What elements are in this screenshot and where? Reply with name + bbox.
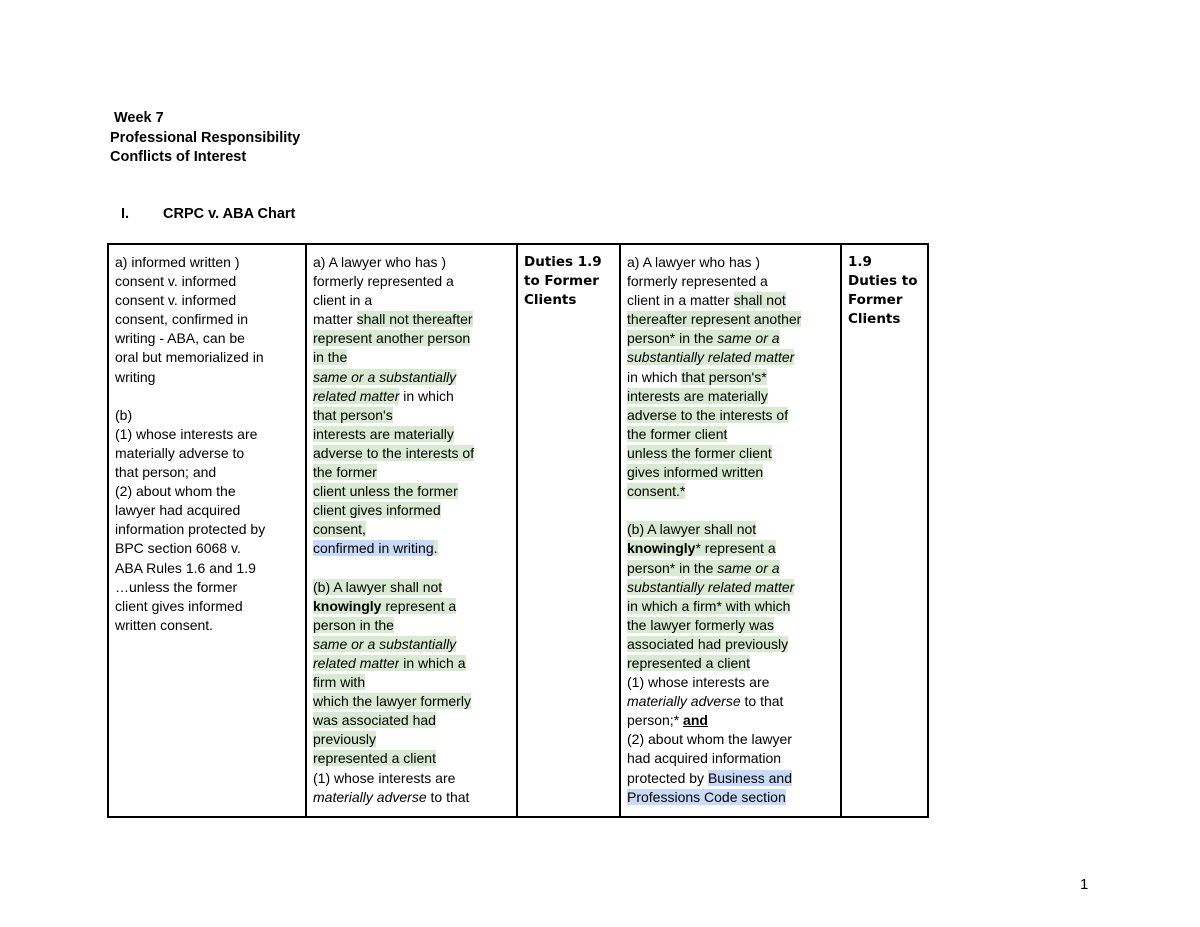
highlighted-text: same or a substantially: [313, 635, 457, 652]
text-line: [627, 406, 840, 425]
text-line: [313, 444, 516, 463]
text-line: [627, 329, 840, 348]
highlighted-text: the lawyer formerly was: [627, 616, 775, 633]
highlighted-text: in which a firm* with which: [627, 597, 791, 614]
text-segment: materially adverse: [313, 788, 427, 805]
section-title: CRPC v. ABA Chart: [163, 206, 296, 222]
text-line: (2) about whom the lawyer: [627, 731, 792, 748]
highlighted-text: was associated had: [313, 712, 436, 729]
text-line: [627, 711, 840, 730]
highlighted-text: firm with: [313, 674, 366, 691]
section-number: I.: [121, 206, 130, 222]
highlighted-text: Business and: [707, 769, 792, 786]
text-line: [313, 578, 516, 597]
text-line: [313, 329, 516, 348]
highlighted-text: same or a: [717, 330, 780, 347]
text-line: [627, 539, 840, 558]
highlighted-text: in which a: [399, 654, 466, 671]
highlighted-text: adverse to the interests of: [627, 406, 789, 423]
text-line: [313, 501, 516, 520]
week-label: Week 7: [114, 110, 164, 126]
text-line: information protected by: [115, 521, 266, 538]
text-line: [627, 692, 840, 711]
highlighted-text: person in the: [313, 616, 394, 633]
text-line: [313, 520, 516, 539]
comparison-table: [107, 243, 929, 818]
highlighted-text: unless the former client: [627, 444, 772, 461]
text-line: consent, confirmed in: [115, 311, 249, 328]
text-line: [115, 387, 305, 406]
table-cell-crpc-rule: [307, 245, 518, 816]
text-line: Duties 1.9: [524, 254, 602, 270]
highlighted-text: the former client: [627, 425, 728, 442]
highlighted-text: shall not: [733, 292, 786, 309]
text-line: writing - ABA, can be: [115, 330, 245, 347]
text-segment: to that: [740, 693, 784, 710]
highlighted-text: consent,: [313, 521, 366, 538]
highlighted-text: same or a: [717, 559, 780, 576]
text-line: [627, 463, 840, 482]
text-line: [313, 749, 516, 768]
text-segment: in which: [399, 387, 454, 404]
text-line: had acquired information: [627, 750, 782, 767]
text-line: (1) whose interests are: [115, 425, 258, 442]
highlighted-text: (b) A lawyer shall not: [313, 578, 443, 595]
text-line: Clients: [524, 292, 577, 309]
text-segment: protected by: [627, 769, 708, 786]
highlighted-text: confirmed in writing: [313, 540, 434, 557]
text-line: client in a: [313, 292, 373, 309]
highlighted-text: represent a: [381, 597, 457, 614]
table-cell-crpc-heading: [518, 245, 621, 816]
highlighted-text: thereafter represent another: [627, 311, 802, 328]
text-line: [313, 425, 516, 444]
text-line: [627, 616, 840, 635]
highlighted-text: gives informed written: [627, 464, 764, 481]
text-line: [627, 348, 840, 367]
text-line: [627, 520, 840, 539]
highlighted-text: represented a client: [627, 654, 750, 671]
text-line: [627, 444, 840, 463]
highlighted-text: person* in the: [627, 559, 718, 576]
text-line: client gives informed: [115, 597, 243, 614]
highlighted-text: * represent a: [695, 540, 776, 557]
course-title: Professional Responsibility: [110, 130, 301, 146]
highlighted-text: represented a client: [313, 750, 436, 767]
highlighted-text: represent another person: [313, 330, 471, 347]
text-line: ABA Rules 1.6 and 1.9: [115, 559, 256, 576]
text-line: [627, 597, 840, 616]
text-line: [627, 654, 840, 673]
highlighted-text: knowingly: [313, 597, 382, 614]
text-line: [313, 463, 516, 482]
text-line: [313, 730, 516, 749]
highlighted-text: that person's: [313, 406, 393, 423]
highlighted-text: associated had previously: [627, 635, 789, 652]
highlighted-text: same or a substantially: [313, 368, 457, 385]
highlighted-text: that person's*: [681, 368, 767, 385]
text-segment: matter: [313, 311, 357, 328]
text-segment: materially adverse: [627, 693, 741, 710]
text-line: (2) about whom the: [115, 483, 236, 500]
text-line: [627, 635, 840, 654]
text-line: [313, 673, 516, 692]
text-line: [627, 769, 840, 788]
text-line: that person; and: [115, 464, 217, 481]
text-segment: person;*: [627, 712, 684, 729]
highlighted-text: adverse to the interests of: [313, 444, 475, 461]
table-cell-aba-rule: [621, 245, 842, 816]
text-line: [313, 654, 516, 673]
text-line: [313, 616, 516, 635]
highlighted-text: which the lawyer formerly: [313, 693, 471, 710]
highlighted-text: .: [433, 540, 438, 557]
text-line: [313, 597, 516, 616]
highlighted-text: client unless the former: [313, 483, 458, 500]
text-line: [627, 291, 840, 310]
highlighted-text: in the: [313, 349, 348, 366]
highlighted-text: the former: [313, 464, 377, 481]
highlighted-text: knowingly: [627, 540, 696, 557]
highlighted-text: related matter: [313, 387, 400, 404]
text-line: a) informed written ): [115, 254, 240, 270]
text-line: [627, 310, 840, 329]
text-line: [627, 425, 840, 444]
text-segment: to that: [426, 788, 470, 805]
text-line: to Former: [524, 273, 599, 290]
text-line: formerly represented a: [313, 273, 454, 290]
text-line: a) A lawyer who has ): [627, 254, 761, 270]
text-line: writing: [115, 368, 156, 385]
text-line: …unless the former: [115, 578, 238, 595]
text-line: [313, 310, 516, 329]
text-line: BPC section 6068 v.: [115, 540, 241, 557]
topic-title: Conflicts of Interest: [110, 149, 247, 165]
text-line: [313, 788, 516, 807]
text-line: [313, 406, 516, 425]
text-line: oral but memorialized in: [115, 349, 264, 366]
text-line: [627, 788, 840, 807]
text-line: [313, 559, 516, 578]
text-segment: and: [683, 712, 708, 729]
text-line: [627, 559, 840, 578]
text-line: [627, 387, 840, 406]
table-cell-aba-heading: [842, 245, 929, 816]
highlighted-text: Professions Code section: [627, 788, 786, 805]
text-line: Clients: [848, 311, 901, 328]
text-line: [313, 539, 516, 558]
highlighted-text: related matter: [313, 654, 400, 671]
text-line: [313, 635, 516, 654]
text-line: [627, 501, 840, 520]
text-line: [627, 482, 840, 501]
text-line: [313, 368, 516, 387]
text-segment: in which: [627, 368, 682, 385]
page-number: 1: [1080, 876, 1089, 893]
text-line: consent v. informed: [115, 292, 237, 309]
text-line: (1) whose interests are: [313, 769, 456, 786]
highlighted-text: interests are materially: [627, 387, 768, 404]
table-cell-crpc-notes: [109, 245, 307, 816]
highlighted-text: previously: [313, 731, 377, 748]
text-line: [313, 482, 516, 501]
text-line: [313, 348, 516, 367]
highlighted-text: client gives informed: [313, 502, 441, 519]
text-line: lawyer had acquired: [115, 502, 241, 519]
text-line: a) A lawyer who has ): [313, 254, 447, 270]
text-line: [627, 578, 840, 597]
text-line: [313, 387, 516, 406]
text-line: consent v. informed: [115, 273, 237, 290]
highlighted-text: shall not thereafter: [356, 311, 473, 328]
highlighted-text: person* in the: [627, 330, 718, 347]
highlighted-text: consent.*: [627, 483, 686, 500]
text-line: (1) whose interests are: [627, 674, 770, 691]
text-line: formerly represented a: [627, 273, 768, 290]
highlighted-text: interests are materially: [313, 425, 454, 442]
text-segment: client in a matter: [627, 292, 734, 309]
highlighted-text: substantially related matter: [627, 349, 795, 366]
text-line: materially adverse to: [115, 444, 245, 461]
text-line: [313, 711, 516, 730]
highlighted-text: substantially related matter: [627, 578, 795, 595]
text-line: [627, 368, 840, 387]
text-line: [313, 692, 516, 711]
text-line: (b): [115, 406, 133, 423]
text-line: written consent.: [115, 616, 214, 633]
text-line: 1.9: [848, 254, 872, 270]
text-line: Duties to: [848, 273, 918, 290]
highlighted-text: (b) A lawyer shall not: [627, 521, 757, 538]
text-line: Former: [848, 292, 903, 309]
